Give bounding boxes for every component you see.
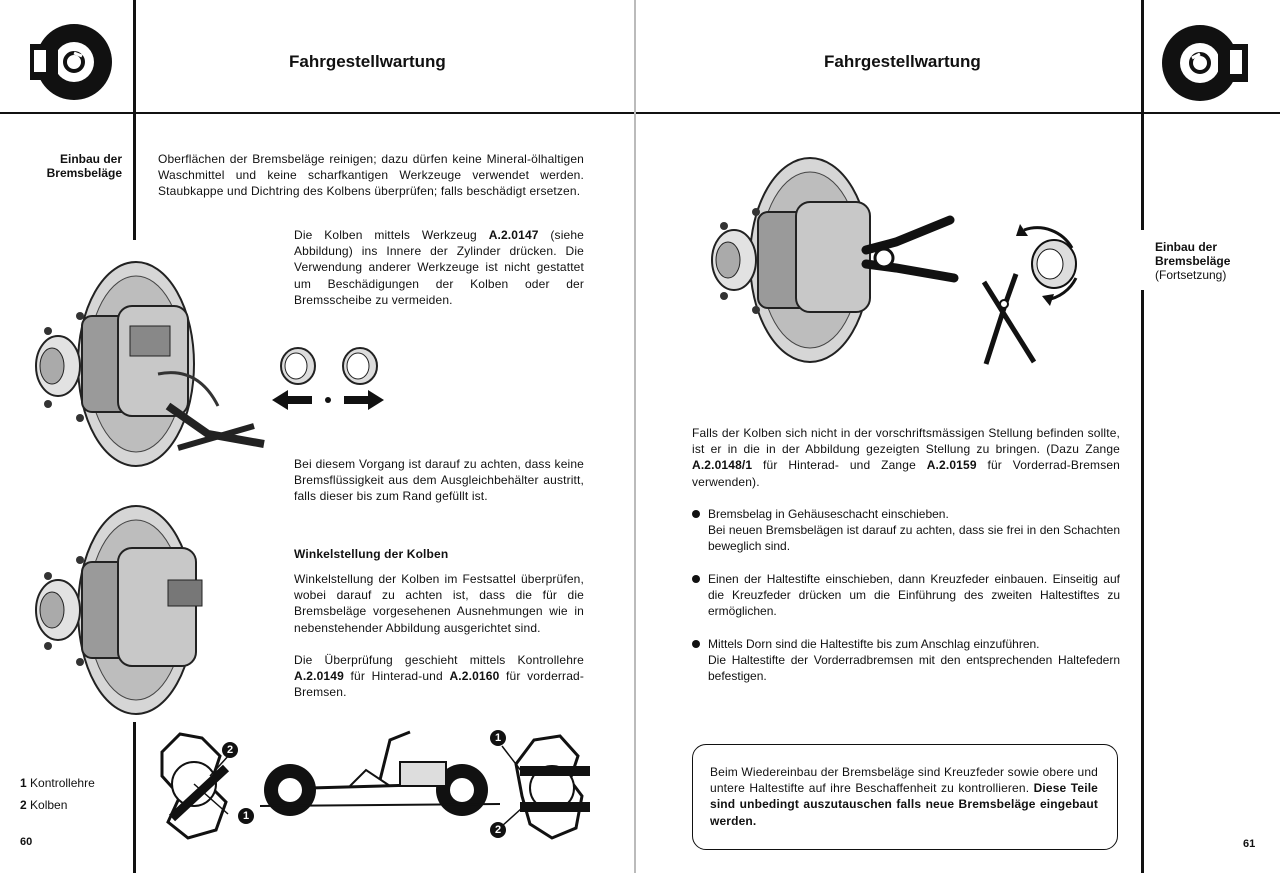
bullet-item-2: Einen der Haltestifte einschieben, dann Kreuzfeder einbauen. Einseitig auf die Kreuzfeder drücken um die Einführung des zweiten Haltestiftes zu ermöglichen.	[708, 572, 1120, 619]
bullet-dot-2	[692, 575, 700, 583]
side-heading-right: Einbau der Bremsbeläge (Fortsetzung)	[1155, 240, 1231, 282]
right-margin-rule-top	[1141, 0, 1144, 230]
brake-assembly-illustration-1	[18, 256, 268, 476]
right-margin-rule-bottom	[1141, 290, 1144, 873]
piston-rotation-diagram	[976, 218, 1096, 366]
brake-disc-logo-icon	[1160, 20, 1256, 106]
left-margin-rule-top	[133, 0, 136, 240]
bullet-dot-3	[692, 640, 700, 648]
brake-pliers-illustration	[700, 150, 960, 374]
page-spine	[634, 0, 636, 873]
brake-assembly-illustration-2	[18, 500, 258, 722]
right-header-rule	[636, 112, 1280, 114]
subheading-piston-angle: Winkelstellung der Kolben	[294, 547, 449, 561]
paragraph-gauge-check: Die Überprüfung geschieht mittels Kontrollehre A.2.0149 für Hinterad-und A.2.0160 für vorderrad-Bremsen.	[294, 653, 584, 700]
brake-disc-logo-icon	[20, 20, 116, 104]
paragraph-piston-angle: Winkelstellung der Kolben im Festsattel überprüfen, wobei darauf zu achten ist, dass die für die Bremsbeläge vorgesehenen Ausnehmungen wie in nebenstehender Abbildung ausgerichtet sind.	[294, 572, 584, 635]
callout-1-left: 1	[238, 808, 254, 824]
paragraph-clean-pads: Oberflächen der Bremsbeläge reinigen; dazu dürfen keine Mineral-ölhaltigen Waschmittel und keine scharfkantigen Werkzeuge verwendet werden. Staubkappe und Dichtring des Kolbens überprüfen; falls beschädigt ersetzen.	[158, 152, 584, 199]
page-number-right: 61	[1243, 838, 1256, 850]
paragraph-press-pistons: Die Kolben mittels Werkzeug A.2.0147 (siehe Abbildung) ins Innere der Zylinder drücken. Die Verwendung anderer Werkzeuge ist nicht gestattet um Beschädigungen der Kolben oder der Bremsscheibe zu vermeiden.	[294, 228, 584, 307]
note-text: Beim Wiedereinbau der Bremsbeläge sind Kreuzfeder sowie obere und untere Haltestifte auf ihre Beschaffenheit zu kontrollieren. Diese Teile sind unbedingt auszutauschen falls neue Bremsbeläge eingebaut werden.	[710, 765, 1098, 828]
legend-item-1: 1 Kontrollehre	[20, 776, 95, 790]
page-number-left: 60	[20, 836, 33, 848]
gauge-and-car-diagram	[150, 726, 600, 848]
side-heading-left: Einbau der Bremsbeläge	[46, 152, 122, 180]
bullet-dot-1	[692, 510, 700, 518]
piston-direction-diagram	[268, 342, 388, 416]
paragraph-fluid-warning: Bei diesem Vorgang ist darauf zu achten, dass keine Bremsflüssigkeit aus dem Ausgleichbehälter austritt, falls dieser bis zum Rand gefüllt ist.	[294, 457, 584, 504]
bullet-item-1: Bremsbelag in Gehäuseschacht einschieben. Bei neuen Bremsbelägen ist darauf zu achten, dass sie frei in den Schachten beweglich sind.	[708, 507, 1120, 554]
left-header-rule	[0, 112, 636, 114]
callout-1-right: 1	[490, 730, 506, 746]
page-title-right: Fahrgestellwartung	[824, 52, 981, 71]
callout-2-left: 2	[222, 742, 238, 758]
page-title-left: Fahrgestellwartung	[289, 52, 446, 71]
callout-2-right: 2	[490, 822, 506, 838]
legend-item-2: 2 Kolben	[20, 798, 68, 812]
paragraph-piston-position: Falls der Kolben sich nicht in der vorschriftsmässigen Stellung befinden sollte, ist er in die in der Abbildung gezeigten Stellung zu bringen. (Dazu Zange A.2.0148/1 für Hinterad- und Zange A.2.0159 für Vorderrad-Bremsen verwenden).	[692, 426, 1120, 489]
bullet-item-3: Mittels Dorn sind die Haltestifte bis zum Anschlag einzuführen. Die Haltestifte der Vorderradbremsen mit den entsprechenden Haltefedern befestigen.	[708, 637, 1120, 684]
left-margin-rule-bottom	[133, 722, 136, 873]
